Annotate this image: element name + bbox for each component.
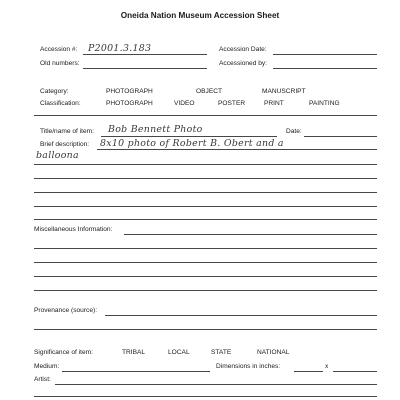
old-numbers-line[interactable]: [83, 68, 207, 69]
dimensions-height-line[interactable]: [333, 371, 377, 372]
accessioned-by-label: Accessioned by:: [219, 60, 268, 67]
dimensions-label: Dimensions in inches:: [216, 363, 281, 370]
misc-info-line-5[interactable]: [34, 290, 377, 291]
brief-description-line-2: [34, 164, 377, 165]
significance-option-national[interactable]: NATIONAL: [257, 349, 290, 356]
brief-description-line-3[interactable]: [34, 178, 377, 179]
category-option-manuscript[interactable]: MANUSCRIPT: [262, 88, 306, 95]
category-option-object[interactable]: OBJECT: [196, 88, 223, 95]
misc-info-line-4[interactable]: [34, 276, 377, 277]
category-option-photograph[interactable]: PHOTOGRAPH: [106, 88, 153, 95]
title-name-label: Title/name of item:: [40, 128, 94, 135]
accessioned-by-line[interactable]: [273, 68, 377, 69]
accession-value[interactable]: P2001.3.183: [88, 43, 152, 54]
significance-option-tribal[interactable]: TRIBAL: [122, 349, 146, 356]
provenance-line-2[interactable]: [34, 329, 377, 330]
provenance-line-1[interactable]: [105, 315, 377, 316]
accession-date-line[interactable]: [273, 54, 377, 55]
accession-line: [83, 54, 207, 55]
accession-label: Accession #:: [40, 46, 78, 53]
brief-description-value-2[interactable]: balloona: [36, 150, 79, 161]
dimensions-x-label: x: [325, 363, 329, 370]
title-name-line: [101, 136, 277, 137]
title-name-value[interactable]: Bob Bennett Photo: [108, 124, 203, 135]
date-label: Date:: [286, 128, 302, 135]
misc-info-line-2[interactable]: [34, 248, 377, 249]
brief-description-line-6[interactable]: [34, 219, 377, 220]
dimensions-width-line[interactable]: [294, 371, 323, 372]
misc-info-label: Miscellaneous Information:: [34, 226, 113, 233]
significance-option-local[interactable]: LOCAL: [168, 349, 190, 356]
old-numbers-label: Old numbers:: [40, 60, 80, 67]
date-line[interactable]: [304, 136, 377, 137]
section-divider: [34, 115, 377, 116]
classification-option-photograph[interactable]: PHOTOGRAPH: [106, 100, 153, 107]
brief-description-line-5[interactable]: [34, 206, 377, 207]
classification-option-print[interactable]: PRINT: [264, 100, 284, 107]
misc-info-line-3[interactable]: [34, 262, 377, 263]
artist-line[interactable]: [55, 384, 377, 385]
brief-description-line-1: [97, 149, 377, 150]
brief-description-line-4[interactable]: [34, 192, 377, 193]
brief-description-label: Brief description:: [40, 141, 90, 148]
classification-option-poster[interactable]: POSTER: [218, 100, 246, 107]
medium-label: Medium:: [34, 363, 60, 370]
significance-option-state[interactable]: STATE: [211, 349, 232, 356]
classification-label: Classification:: [40, 100, 81, 107]
classification-option-video[interactable]: VIDEO: [174, 100, 195, 107]
medium-line[interactable]: [62, 371, 210, 372]
provenance-label: Provenance (source):: [34, 307, 98, 314]
significance-label: Significance of item:: [34, 349, 94, 356]
misc-info-line-1[interactable]: [124, 234, 377, 235]
form-title: Oneida Nation Museum Accession Sheet: [120, 11, 280, 20]
classification-option-painting[interactable]: PAINTING: [309, 100, 340, 107]
artist-line-2[interactable]: [34, 396, 377, 397]
artist-label: Artist:: [34, 376, 51, 383]
category-label: Category:: [40, 88, 69, 95]
brief-description-value-1[interactable]: 8x10 photo of Robert B. Obert and a: [100, 138, 284, 149]
accession-date-label: Accession Date:: [219, 46, 267, 53]
